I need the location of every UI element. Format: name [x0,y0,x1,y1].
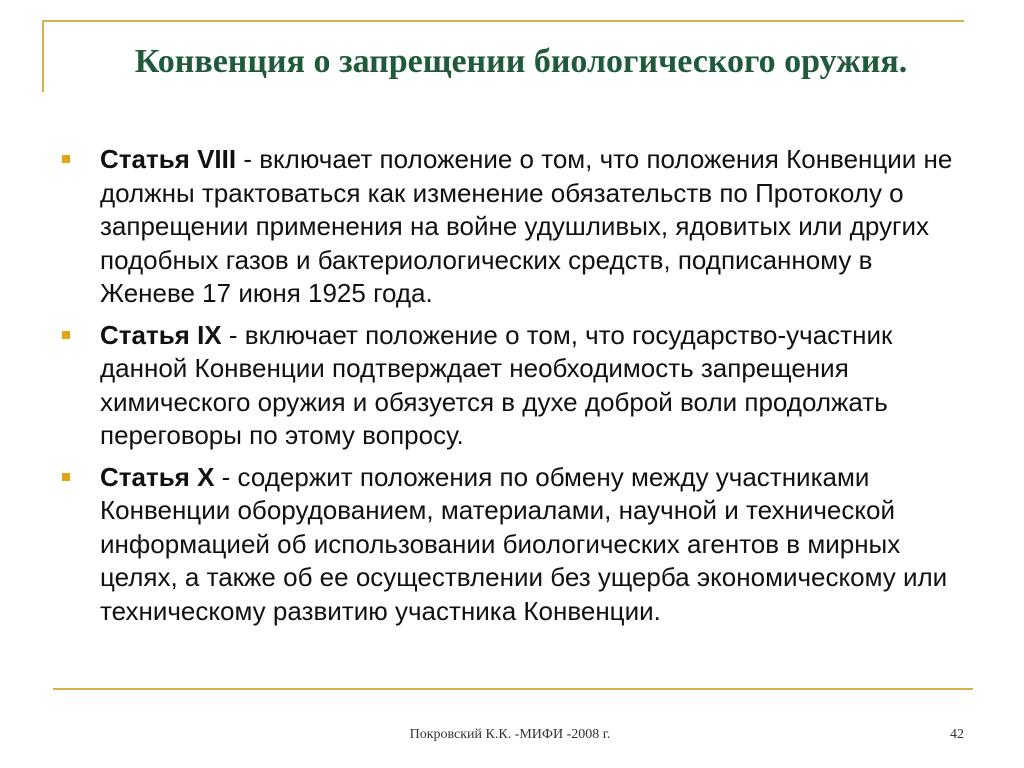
list-item-article-8 [62,143,954,311]
article-heading: Статья VIII [100,144,237,174]
list-item-article-9 [62,319,954,453]
square-bullet-icon [62,331,70,339]
article-text: - включает положение о том, что положения Конвенции не должны трактоваться как изменение обязательств по Протоколу о запрещении применения на войне удушливых, ядовитых или других подобных газов и бактериологических средств, подписанному в Женеве 17 июня 1925 года. [100,144,953,308]
list-item-article-10 [62,461,954,629]
top-frame-line [42,20,964,22]
article-text: - содержит положения по обмену между участниками Конвенции оборудованием, материалами, научной и технической информацией об использовании биологических агентов в мирных целях, а также об ее осуществлении без ущерба экономическому или техническому развитию участника Конвенции. [100,461,948,626]
footer-text: Покровский К.К. -МИФИ -2008 г. [409,727,611,742]
slide-title: Конвенция о запрещении биологического оружия. [134,43,908,80]
square-bullet-icon [62,155,70,163]
article-text: - включает положение о том, что государство-участник данной Конвенции подтверждает необходимость запрещения химического оружия и обязуется в духе доброй воли продолжать переговоры по этому вопросу. [100,319,893,450]
footer-divider [53,688,973,690]
page-number: 42 [950,727,964,742]
article-heading: Статья IX [100,319,222,350]
article-heading: Статья X [100,461,215,492]
left-frame-line [42,20,44,92]
bullet-list [62,143,954,636]
square-bullet-icon [62,473,70,481]
